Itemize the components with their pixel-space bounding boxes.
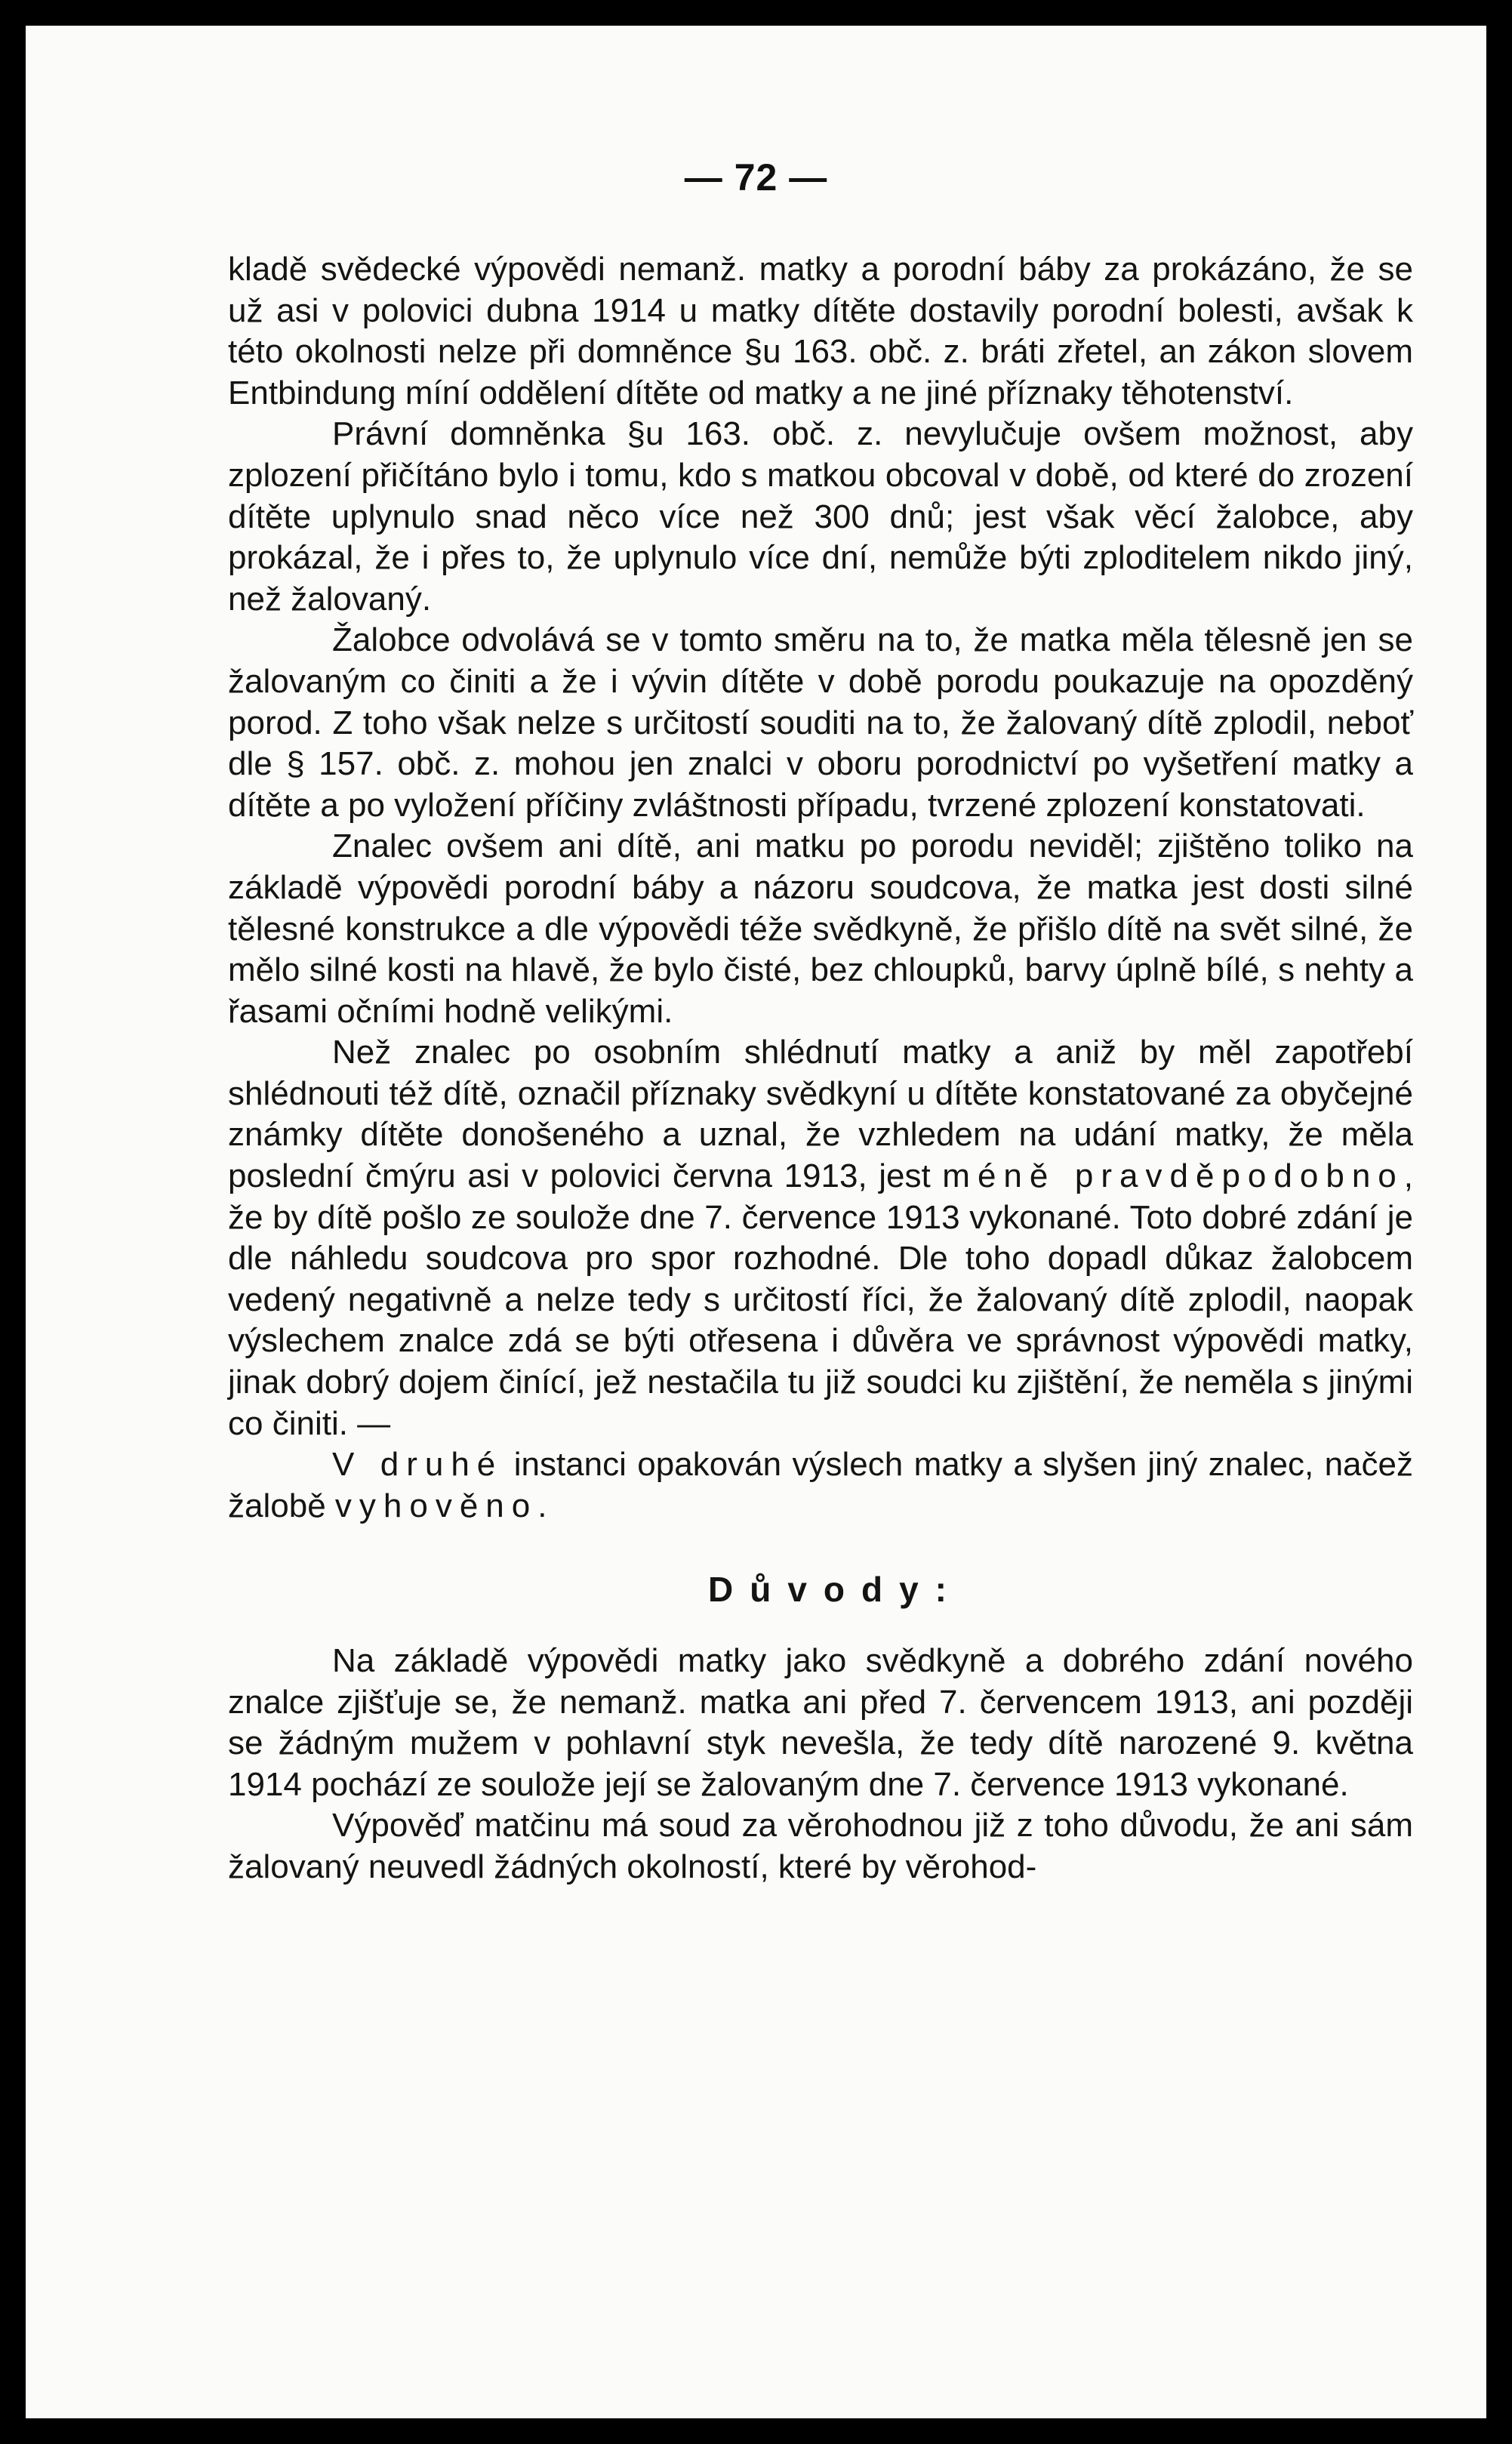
paragraph-text: Než znalec po osobním shlédnutí matky a aniž by měl zapotřebí shlédnouti též dítě, označil příznaky svědkyní u dítěte konstatované za obyčejné známky dítěte donošeného a uznal, že vzhledem na udání matky, že měla poslední čmýru asi v polovici června 1913, jest [228,1034,1413,1195]
paragraph: Na základě výpovědi matky jako svědkyně a dobrého zdání nového znalce zjišťuje se, že nemanž. matka ani před 7. červencem 1913, ani později se žádným mužem v pohlavní styk nevešla, že tedy dítě narozené 9. května 1914 pochází ze soulože její se žalovaným dne 7. července 1913 vykonané. [228,1642,1413,1803]
paragraph-text: instanci opakován výslech matky a slyšen jiný znalec, načež žalobě [228,1446,1414,1524]
section-heading: Důvody: [708,1570,963,1610]
paragraph: Výpověď matčinu má soud za věrohodnou již z toho důvodu, že ani sám žalovaný neuvedl žádných okolností, které by věrohod- [228,1807,1413,1885]
paragraph: Žalobce odvolává se v tomto směru na to, že matka měla tělesně jen se žalovaným co činiti a že i vývin dítěte v době porodu poukazuje na opozděný porod. Z toho však nelze s určitostí souditi na to, že žalovaný dítě zplodil, neboť dle § 157. obč. z. mohou jen znalci v oboru porodnictví po vyšetření matky a dítěte a po vyložení příčiny zvláštnosti případu, tvrzené zplození konstatovati. [228,621,1413,824]
emphasis-text: V druhé [332,1446,503,1484]
paragraph-text: . [537,1487,547,1524]
emphasis-text: méně pravděpodobno [942,1157,1404,1195]
paragraph [228,1032,1413,1444]
page-number: — 72 — [684,156,828,199]
page [26,26,1486,2418]
paragraph: Znalec ovšem ani dítě, ani matku po porodu neviděl; zjištěno toliko na základě výpovědi porodní báby a názoru soudcova, že matka jest dosti silné tělesné konstrukce a dle výpovědi téže svědkyně, že přišlo dítě na svět silné, že mělo silné kosti na hlavě, že bylo čisté, bez chloupků, barvy úplně bílé, s nehty a řasami očními hodně velikými. [228,828,1413,1030]
paragraph: Právní domněnka §u 163. obč. z. nevylučuje ovšem možnost, aby zplození přičítáno bylo i tomu, kdo s matkou obcoval v době, od které do zrození dítěte uplynulo snad něco více než 300 dnů; jest však věcí žalobce, aby prokázal, že i přes to, že uplynulo více dní, nemůže býti zploditelem nikdo jiný, než žalovaný. [228,415,1413,618]
body-text [228,249,1413,1888]
paragraph [228,1444,1413,1527]
paragraph: kladě svědecké výpovědi nemanž. matky a porodní báby za prokázáno, že se už asi v polovici dubna 1914 u matky dítěte dostavily porodní bolesti, avšak k této okolnosti nelze při domněnce §u 163. obč. z. bráti zřetel, an zákon slovem Entbindung míní oddělení dítěte od matky a ne jiné příznaky těhotenství. [228,251,1413,411]
paragraph-text: , že by dítě pošlo ze soulože dne 7. července 1913 vykonané. Toto dobré zdání je dle náhledu soudcova pro spor rozhodné. Dle toho dopadl důkaz žalobcem vedený negativně a nelze tedy s určitostí říci, že žalovaný dítě zplodil, naopak výslechem znalce zdá se býti otřesena i důvěra ve správnost výpovědi matky, jinak dobrý dojem činící, jež nestačila tu již soudci ku zjištění, že neměla s jinými co činiti. — [228,1157,1413,1442]
emphasis-text: vyhověno [334,1487,538,1524]
